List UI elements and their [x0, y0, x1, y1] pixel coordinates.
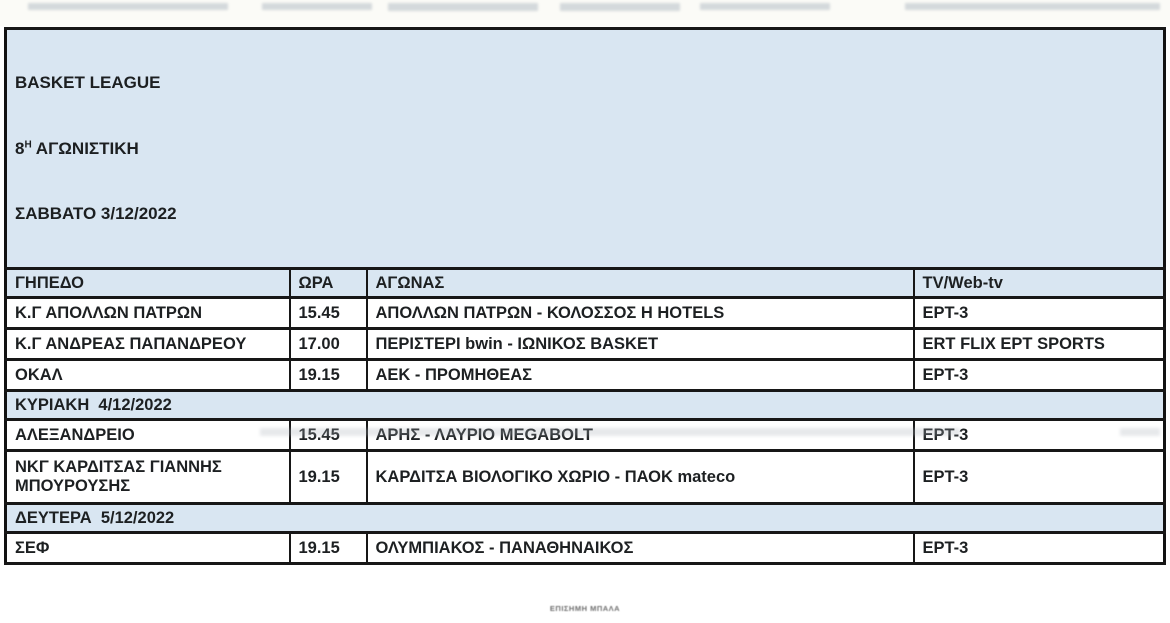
- tv-cell: ΕΡΤ-3: [914, 451, 1165, 504]
- saturday-date-title: ΣΑΒΒΑΤΟ 3/12/2022: [15, 204, 177, 224]
- section-header-monday: ΔΕΥΤΕΡΑ 5/12/2022: [6, 504, 1165, 533]
- time-cell: 15.45: [290, 420, 367, 451]
- game-cell: ΟΛΥΜΠΙΑΚΟΣ - ΠΑΝΑΘΗΝΑΙΚΟΣ: [367, 533, 914, 564]
- league-title: BASKET LEAGUE: [15, 72, 161, 92]
- ghost-artifact: [1120, 428, 1160, 436]
- tv-cell: ERT FLIX ΕΡΤ SPORTS: [914, 329, 1165, 360]
- table-row: [6, 533, 1165, 564]
- tv-cell: ΕΡΤ-3: [914, 533, 1165, 564]
- game-cell: ΑΕΚ - ΠΡΟΜΗΘΕΑΣ: [367, 360, 914, 391]
- table-title-cell: [6, 29, 1165, 269]
- ghost-artifact: [905, 3, 1160, 10]
- matchday-superscript: Η: [24, 138, 32, 150]
- venue-cell: ΣΕΦ: [6, 533, 290, 564]
- game-cell: ΠΕΡΙΣΤΕΡΙ bwin - ΙΩΝΙΚΟΣ BASKET: [367, 329, 914, 360]
- venue-cell: Κ.Γ ΑΝΔΡΕΑΣ ΠΑΠΑΝΔΡΕΟΥ: [6, 329, 290, 360]
- venue-cell: ΟΚΑΛ: [6, 360, 290, 391]
- time-cell: 17.00: [290, 329, 367, 360]
- table-row: [6, 329, 1165, 360]
- schedule-table: [4, 27, 1166, 565]
- section-header-row: [6, 391, 1165, 420]
- ghost-artifact: [388, 3, 538, 11]
- venue-cell: ΑΛΕΞΑΝΔΡΕΙΟ: [6, 420, 290, 451]
- section-header-sunday: ΚΥΡΙΑΚΗ 4/12/2022: [6, 391, 1165, 420]
- ghost-artifact: [260, 428, 960, 436]
- column-header-game: ΑΓΩΝΑΣ: [367, 269, 914, 298]
- ghost-artifact: [700, 3, 830, 10]
- game-cell: ΚΑΡΔΙΤΣΑ ΒΙΟΛΟΓΙΚΟ ΧΩΡΙΟ - ΠΑΟΚ mateco: [367, 451, 914, 504]
- tv-cell: ΕΡΤ-3: [914, 420, 1165, 451]
- ghost-artifact: [262, 3, 372, 10]
- matchday-number: 8: [15, 138, 25, 158]
- time-cell: 15.45: [290, 298, 367, 329]
- column-header-time: ΩΡΑ: [290, 269, 367, 298]
- matchday-label: ΑΓΩΝΙΣΤΙΚΗ: [35, 138, 139, 158]
- table-row: [6, 360, 1165, 391]
- table-row: [6, 451, 1165, 504]
- column-header-tv: TV/Web-tv: [914, 269, 1165, 298]
- footer-caption: ΕΠΙΣΗΜΗ ΜΠΑΛΑ: [549, 604, 621, 613]
- ghost-artifact: [560, 3, 680, 11]
- game-cell: ΑΡΗΣ - ΛΑΥΡΙΟ MEGABOLT: [367, 420, 914, 451]
- time-cell: 19.15: [290, 533, 367, 564]
- venue-cell: Κ.Γ ΑΠΟΛΛΩΝ ΠΑΤΡΩΝ: [6, 298, 290, 329]
- column-header-venue: ΓΗΠΕΔΟ: [6, 269, 290, 298]
- table-title-row: [6, 29, 1165, 269]
- matchday-title: [15, 136, 1163, 162]
- venue-cell: ΝΚΓ ΚΑΡΔΙΤΣΑΣ ΓΙΑΝΝΗΣ ΜΠΟΥΡΟΥΣΗΣ: [6, 451, 290, 504]
- column-header-row: [6, 269, 1165, 298]
- game-cell: ΑΠΟΛΛΩΝ ΠΑΤΡΩΝ - ΚΟΛΟΣΣΟΣ Η HOTELS: [367, 298, 914, 329]
- time-cell: 19.15: [290, 360, 367, 391]
- ghost-artifact: [28, 3, 228, 10]
- time-cell: 19.15: [290, 451, 367, 504]
- section-header-row: [6, 504, 1165, 533]
- table-row: [6, 298, 1165, 329]
- tv-cell: ΕΡΤ-3: [914, 298, 1165, 329]
- tv-cell: ΕΡΤ-3: [914, 360, 1165, 391]
